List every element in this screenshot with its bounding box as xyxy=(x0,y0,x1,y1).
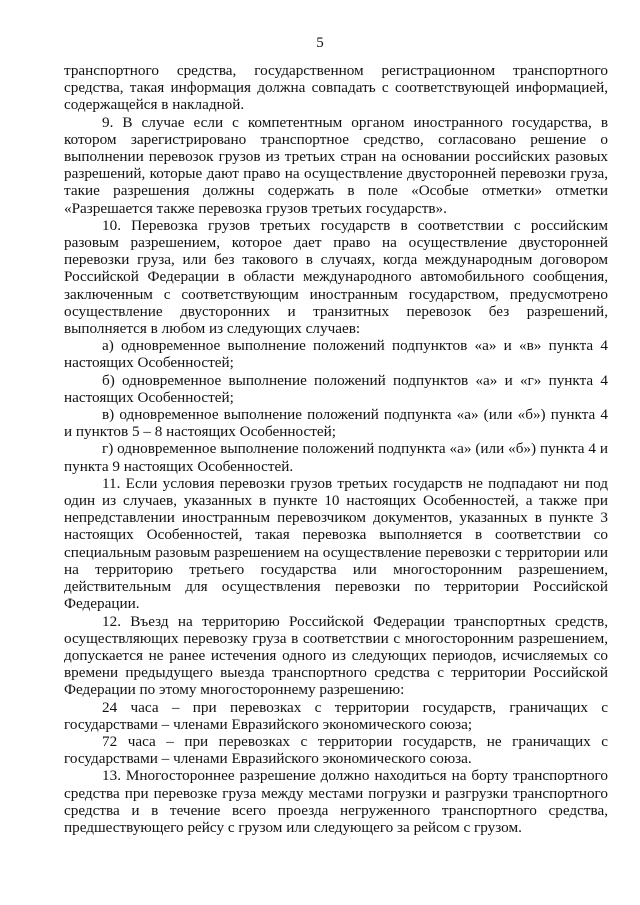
paragraph-11: 11. Если условия перевозки грузов третьих государств не подпадают ни под один из случаев, указанных в пункте 10 настоящих Особенностей, а также при непредставлении иностранным перевозчиком документов, указанных в пункте 3 настоящих Особенностей, такая перевозка выполняется в соответствии со специальным разовым разрешением на осуществление перевозки с территории или на территорию третьего государства или многосторонним разрешением, действительным для осуществления перевозки по территории Российской Федерации. xyxy=(64,474,608,613)
page-number: 5 xyxy=(316,35,324,51)
subparagraph-10a: а) одновременное выполнение положений подпунктов «а» и «в» пункта 4 настоящих Особенностей; xyxy=(64,337,608,372)
paragraph-continuation: транспортного средства, государственном регистрационном транспортного средства, такая информация должна совпадать с соответствующей информацией, содержащейся в накладной. xyxy=(64,62,608,114)
paragraph-10: 10. Перевозка грузов третьих государств в соответствии с российским разовым разрешением, которое дает право на осуществление двусторонней перевозки груза, или без такового в случаях, когда международным договором Российской Федерации в области международного автомобильного сообщения, заключенным с соответствующим иностранным государством, предусмотрено осуществление двусторонних и транзитных перевозок без разрешений, выполняется в любом из следующих случаев: xyxy=(64,216,608,338)
paragraph-12: 12. Въезд на территорию Российской Федерации транспортных средств, осуществляющих перевозку груза в соответствии с многосторонним разрешением, допускается не ранее истечения одного из следующих периодов, исчисляемых со времени предыдущего выезда транспортного средства с территории Российской Федерации по этому многостороннему разрешению: xyxy=(64,612,608,699)
period-24-hours: 24 часа – при перевозках с территории государств, граничащих с государствами – членами Евразийского экономического союза; xyxy=(64,698,608,733)
subparagraph-10v: в) одновременное выполнение положений подпункта «а» (или «б») пункта 4 и пунктов 5 – 8 настоящих Особенностей; xyxy=(64,406,608,441)
subparagraph-10b: б) одновременное выполнение положений подпунктов «а» и «г» пункта 4 настоящих Особенностей; xyxy=(64,371,608,406)
period-72-hours: 72 часа – при перевозках с территории государств, не граничащих с государствами – членами Евразийского экономического союза. xyxy=(64,732,608,768)
paragraph-9: 9. В случае если с компетентным органом иностранного государства, в котором зарегистрировано транспортное средство, согласовано решение о выполнении перевозок грузов из третьих стран на основании российских разовых разрешений, которые дают право на осуществление двусторонней перевозки груза, такие разрешения должны содержать в поле «Особые отметки» отметки «Разрешается также перевозка грузов третьих государств». xyxy=(64,113,608,217)
subparagraph-10g: г) одновременное выполнение положений подпункта «а» (или «б») пункта 4 и пункта 9 настоящих Особенностей. xyxy=(64,440,608,475)
paragraph-13: 13. Многостороннее разрешение должно находиться на борту транспортного средства при перевозке груза между местами погрузки и разгрузки транспортного средства и в течение всего проезда негруженного транспортного средства, предшествующего рейсу с грузом или следующего за рейсом с грузом. xyxy=(64,767,608,836)
document-body xyxy=(64,62,608,836)
